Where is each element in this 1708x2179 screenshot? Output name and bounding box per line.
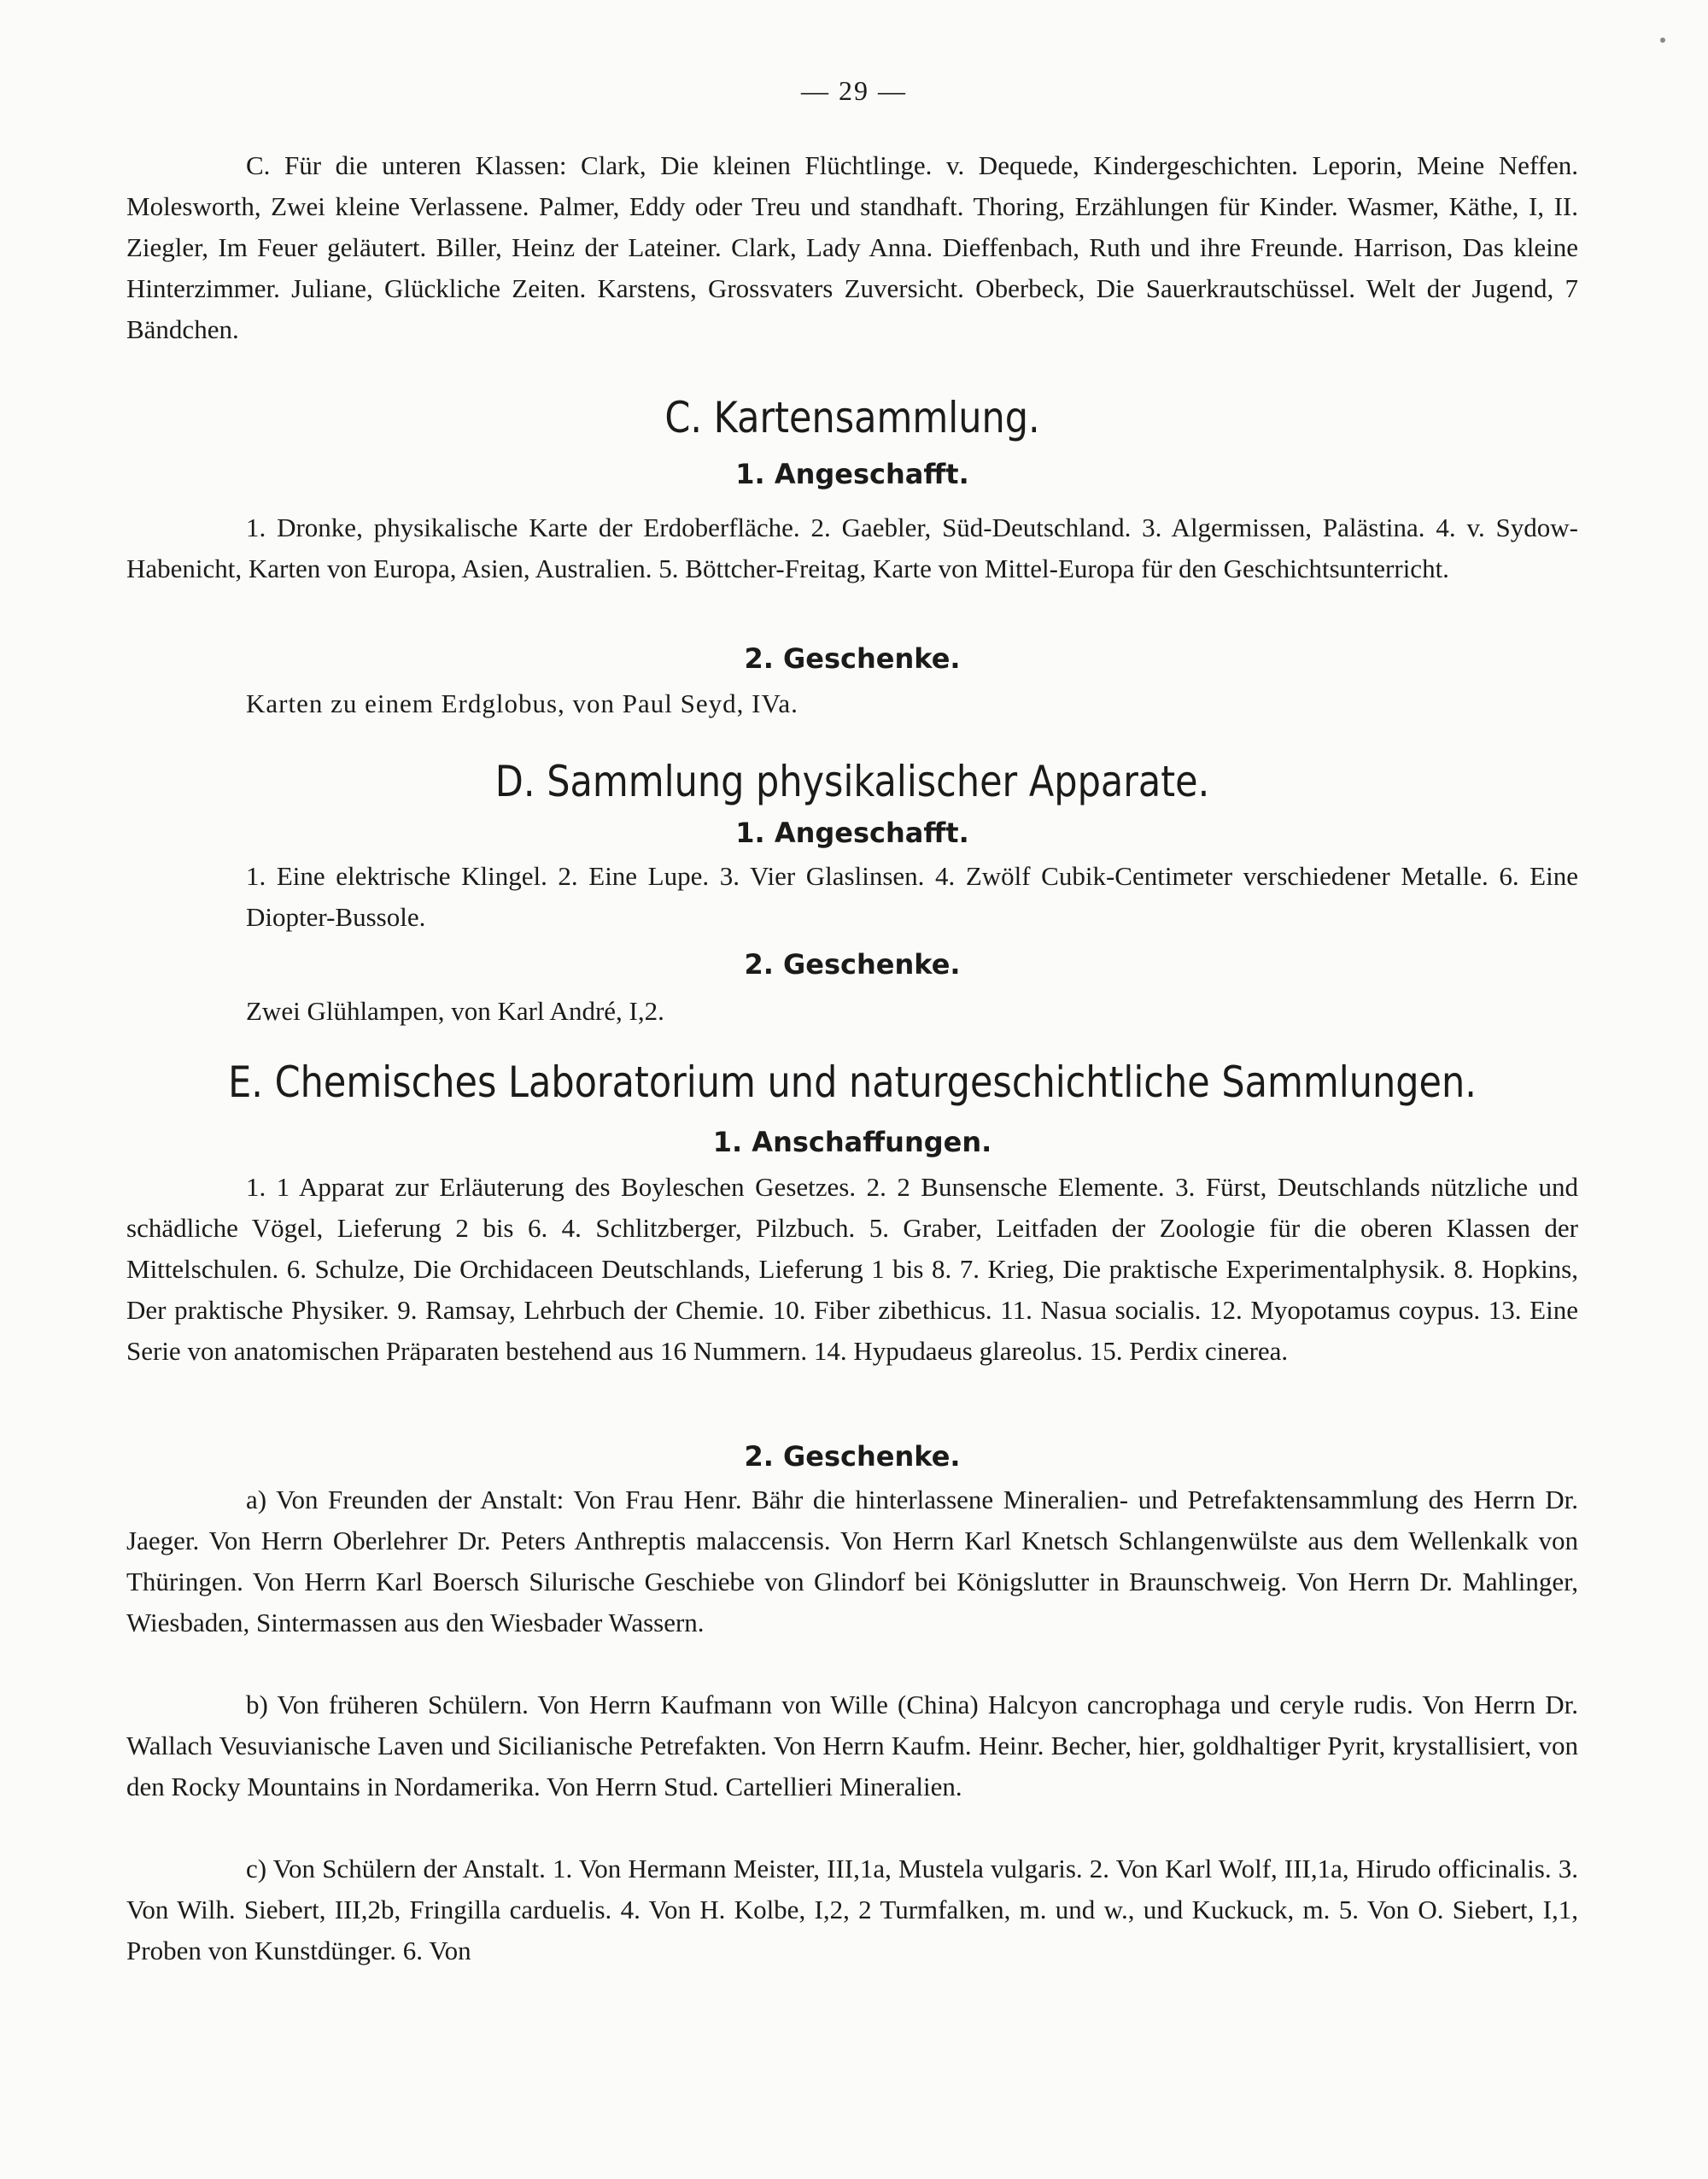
speck-mark [1660,38,1665,43]
section-c-text2: Karten zu einem Erdglobus, von Paul Seyd, IVa. [246,688,798,718]
section-e-text1-wrap [126,1167,1578,1372]
section-c-text1-wrap [126,507,1578,589]
section-d-title: D. Sammlung physikalischer Apparate. [494,757,1210,806]
section-c-sub1: 1. Angeschafft. [735,458,969,490]
intro-block [126,145,1578,350]
section-c [126,393,1578,442]
section-e-sub1-wrap [126,1126,1578,1158]
section-e-sub2-wrap [126,1440,1578,1473]
section-c-sub2-wrap [126,642,1578,675]
section-e-text-c: c) Von Schülern der Anstalt. 1. Von Hermann Meister, III,1a, Mustela vulgaris. 2. Von Karl Wolf, III,1a, Hirudo officinalis. 3. Von Wilh. Siebert, III,2b, Fringilla carduelis. 4. Von H. Kolbe, I,2, 2 Turmfalken, m. und w., und Kuckuck, m. 5. Von O. Siebert, I,1, Proben von Kunstdünger. 6. Von [126,1854,1578,1965]
section-d-sub2-wrap [126,948,1578,981]
section-d-sub2: 2. Geschenke. [744,948,961,981]
section-e-text-b-wrap [126,1684,1578,1807]
section-c-sub2: 2. Geschenke. [744,642,961,675]
section-c-text1: 1. Dronke, physikalische Karte der Erdoberfläche. 2. Gaebler, Süd-Deutschland. 3. Algermissen, Palästina. 4. v. Sydow-Habenicht, Karten von Europa, Asien, Australien. 5. Böttcher-Freitag, Karte von Mittel-Europa für den Geschichtsunterricht. [126,513,1578,583]
section-d-text1: 1. Eine elektrische Klingel. 2. Eine Lupe. 3. Vier Glaslinsen. 4. Zwölf Cubik-Centimeter verschiedener Metalle. 6. Eine Diopter-Bussole. [246,861,1578,932]
section-e [126,1057,1578,1107]
section-c-text2-wrap [126,683,1578,724]
section-e-title: E. Chemisches Laboratorium und naturgeschichtliche Sammlungen. [228,1057,1477,1107]
section-e-text1: 1. 1 Apparat zur Erläuterung des Boyleschen Gesetzes. 2. 2 Bunsensche Elemente. 3. Fürst, Deutschlands nützliche und schädliche Vögel, Lieferung 2 bis 6. 4. Schlitzberger, Pilzbuch. 5. Graber, Leitfaden der Zoologie für die oberen Klassen der Mittelschulen. 6. Schulze, Die Orchidaceen Deutschlands, Lieferung 1 bis 8. 7. Krieg, Die praktische Experimentalphysik. 8. Hopkins, Der praktische Physiker. 9. Ramsay, Lehrbuch der Chemie. 10. Fiber zibethicus. 11. Nasua socialis. 12. Myopotamus coypus. 13. Eine Serie von anatomischen Präparaten bestehend aus 16 Nummern. 14. Hypudaeus glareolus. 15. Perdix cinerea. [126,1172,1578,1366]
intro-paragraph: C. Für die unteren Klassen: Clark, Die kleinen Flüchtlinge. v. Dequede, Kindergeschichten. Leporin, Meine Neffen. Molesworth, Zwei kleine Verlassene. Palmer, Eddy oder Treu und standhaft. Thoring, Erzählungen für Kinder. Wasmer, Käthe, I, II. Ziegler, Im Feuer geläutert. Biller, Heinz der Lateiner. Clark, Lady Anna. Dieffenbach, Ruth und ihre Freunde. Harrison, Das kleine Hinterzimmer. Juliane, Glückliche Zeiten. Karstens, Grossvaters Zuversicht. Oberbeck, Die Sauerkrautschüssel. Welt der Jugend, 7 Bändchen. [126,150,1578,344]
page-number: — 29 — [801,75,907,106]
section-e-sub2: 2. Geschenke. [744,1440,961,1473]
section-c-title: C. Kartensammlung. [664,393,1040,442]
section-e-text-a-wrap [126,1479,1578,1643]
section-e-sub1: 1. Anschaffungen. [712,1126,992,1158]
section-e-text-c-wrap [126,1848,1578,1971]
section-d-text1-wrap [126,856,1578,938]
section-c-sub1-wrap [126,458,1578,490]
section-d [126,757,1578,806]
section-e-text-a: a) Von Freunden der Anstalt: Von Frau Henr. Bähr die hinterlassene Mineralien- und Petrefaktensammlung des Herrn Dr. Jaeger. Von Herrn Oberlehrer Dr. Peters Anthreptis malaccensis. Von Herrn Karl Knetsch Schlangenwülste aus dem Wellenkalk von Thüringen. Von Herrn Karl Boersch Silurische Geschiebe von Glindorf bei Königslutter in Braunschweig. Von Herrn Dr. Mahlinger, Wiesbaden, Sintermassen aus den Wiesbader Wassern. [126,1485,1578,1637]
section-d-sub1-wrap [126,817,1578,849]
section-d-text2: Zwei Glühlampen, von Karl André, I,2. [246,996,664,1026]
section-d-text2-wrap [126,991,1578,1032]
section-d-sub1: 1. Angeschafft. [735,817,969,849]
section-e-text-b: b) Von früheren Schülern. Von Herrn Kaufmann von Wille (China) Halcyon cancrophaga und ceryle rudis. Von Herrn Dr. Wallach Vesuvianische Laven und Sicilianische Petrefakten. Von Herrn Kaufm. Heinr. Becher, hier, goldhaltiger Pyrit, krystallisiert, von den Rocky Mountains in Nordamerika. Von Herrn Stud. Cartellieri Mineralien. [126,1690,1578,1801]
